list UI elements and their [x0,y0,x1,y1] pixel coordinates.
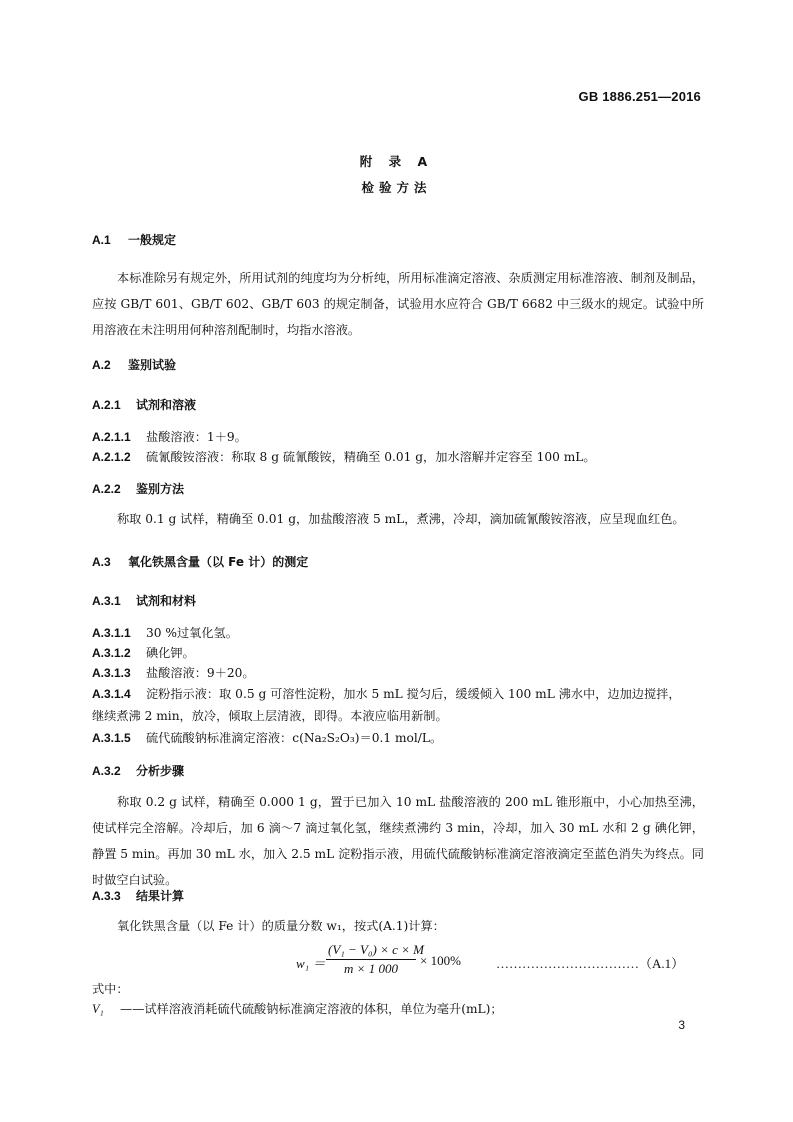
item-text: 硫氰酸铵溶液：称取 8 g 硫氰酸铵，精确至 0.01 g，加水溶解并定容至 100 mL。 [146,450,596,464]
item-text: 30 %过氧化氢。 [146,626,238,640]
section-number: A.3 [92,555,111,569]
item-text: 盐酸溶液：9＋20。 [146,666,255,680]
item-a314 [92,685,681,702]
item-text: 硫代硫酸钠标准滴定溶液：c(Na₂S₂O₃)＝0.1 mol/L。 [146,731,443,745]
section-number: A.3.2 [92,764,121,778]
section-title: 试剂和溶液 [136,398,197,412]
section-a3-heading [92,553,308,570]
section-number: A.2.1 [92,398,121,412]
item-text: 淀粉指示液：取 0.5 g 可溶性淀粉，加水 5 mL 搅匀后，缓缓倾入 100 mL 沸水中，边加边搅拌， [146,687,681,701]
section-title: 鉴别试验 [128,358,177,372]
item-number: A.3.1.3 [92,666,131,680]
item-number: A.2.1.1 [92,430,131,444]
section-title: 结果计算 [136,889,185,903]
variable-symbol: V₁ [92,1002,104,1016]
section-a33-heading [92,887,184,904]
where-label: 式中： [92,982,129,996]
appendix-subtitle: 检验方法 [361,180,432,195]
page-number: 3 [678,1018,685,1032]
section-title: 氧化铁黑含量（以 Fe 计）的测定 [128,555,309,569]
item-number: A.3.1.1 [92,626,131,640]
item-number: A.3.1.4 [92,687,131,701]
item-a314-continued: 继续煮沸 2 min，放冷，倾取上层清液，即得。本液应临用新制。 [92,709,448,723]
section-title: 鉴别方法 [136,482,185,496]
formula-numerator: (V₁ − V₀) × c × M [326,942,416,960]
section-number: A.3.1 [92,594,121,608]
section-number: A.1 [92,233,111,247]
formula-intro: 氧化铁黑含量（以 Fe 计）的质量分数 w₁，按式(A.1)计算： [117,919,445,933]
section-number: A.2 [92,358,111,372]
section-number: A.3.3 [92,889,121,903]
formula-fraction [326,942,424,977]
item-number: A.3.1.2 [92,646,131,660]
section-a21-heading [92,396,196,413]
section-number: A.2.2 [92,482,121,496]
section-a22-paragraph: 称取 0.1 g 试样，精确至 0.01 g，加盐酸溶液 5 mL，煮沸，冷却，滴加硫氰酸铵溶液，应呈现血红色。 [117,512,685,526]
standard-number: GB 1886.251—2016 [578,89,701,104]
section-a32-paragraph: 称取 0.2 g 试样，精确至 0.000 1 g，置于已加入 10 mL 盐酸溶液的 200 mL 锥形瓶中，小心加热至沸，使试样完全溶解。冷却后，加 6 滴～7 滴过氧化氢，继续煮沸约 3 min，冷却，加入 30 mL 水和 2 g 碘化钾，静置 5 min。再加 30 mL 水，加入 2.5 mL 淀粉指示液，用硫代硫酸钠标准滴定溶液滴定至蓝色消失为终点。同时做空白试验。 [92,795,704,887]
section-title: 试剂和材料 [136,594,197,608]
section-a31-heading [92,592,196,609]
formula-denominator: m × 1 000 [344,961,398,976]
formula-lhs: w₁ ＝ [296,956,326,971]
section-a1-heading [92,231,176,248]
section-title: 分析步骤 [136,764,185,778]
item-a212 [92,448,596,465]
item-a211 [92,428,247,445]
variable-description: ——试样溶液消耗硫代硫酸钠标准滴定溶液的体积，单位为毫升(mL)； [120,1002,503,1016]
section-a2-heading [92,356,176,373]
section-title: 一般规定 [128,233,177,247]
formula-tail: × 100% [420,953,461,968]
item-number: A.3.1.5 [92,731,131,745]
section-a32-heading [92,762,184,779]
item-a311 [92,624,238,641]
section-a1-paragraph: 本标准除另有规定外，所用试剂的纯度均为分析纯，所用标准滴定溶液、杂质测定用标准溶液、制剂及制品，应按 GB/T 601、GB/T 602、GB/T 603 的规定制备，试验用水应符合 GB/T 6682 中三级水的规定。试验中所用溶液在未注明用何种溶剂配制时，均指水溶液。 [92,271,704,337]
item-text: 碘化钾。 [146,646,195,660]
item-number: A.2.1.2 [92,450,131,464]
formula-reference: ……………………………（A.1） [496,956,685,971]
item-text: 盐酸溶液：1＋9。 [146,430,247,444]
item-a313 [92,664,255,681]
appendix-title: 附 录 A [359,154,434,169]
section-a22-heading [92,480,184,497]
item-a312 [92,644,195,661]
item-a315 [92,729,442,746]
where-variable-v1 [92,1000,503,1017]
